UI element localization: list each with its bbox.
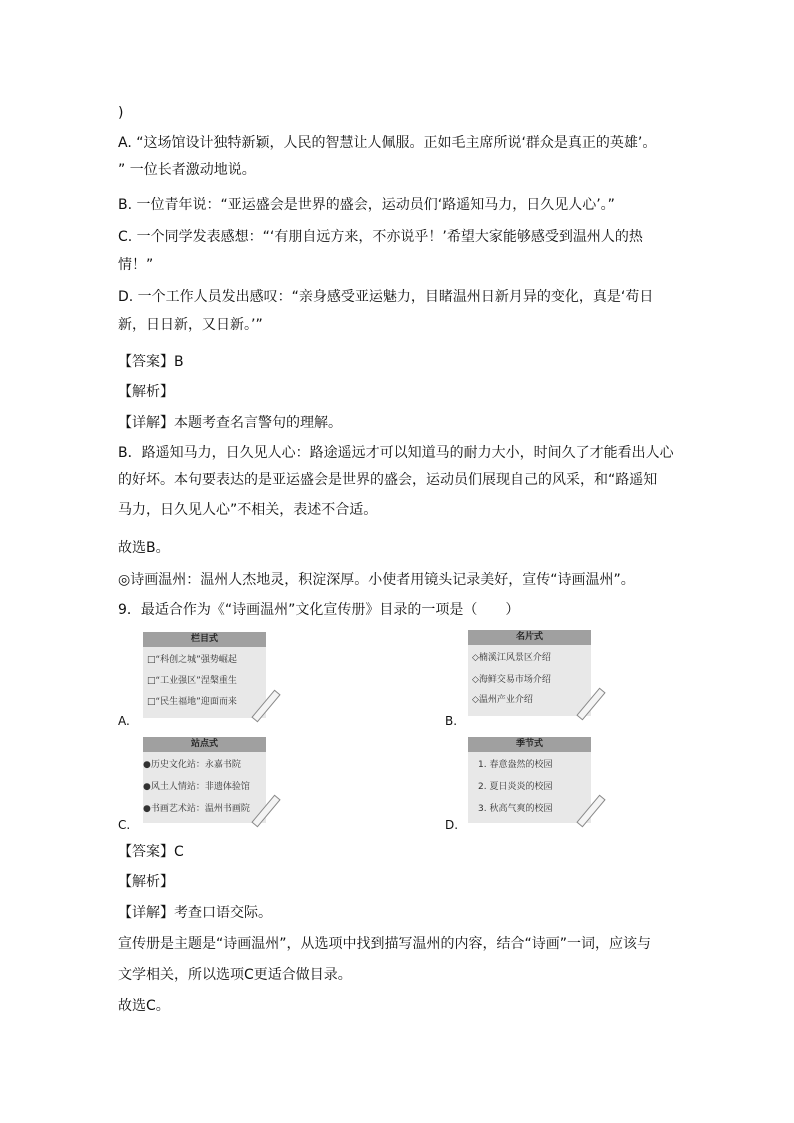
card-item: ●历史文化站：永嘉书院 <box>143 760 241 770</box>
option-label: A. <box>118 714 130 728</box>
card-item: 1. 春意盎然的校园 <box>478 760 553 770</box>
option-c-image <box>143 737 266 823</box>
text-line: 文学相关，所以选项C更适合做目录。 <box>118 967 352 983</box>
text-line: 宣传册是主题是“诗画温州”，从选项中找到描写温州的内容，结合“诗画”一词，应该与 <box>118 936 652 952</box>
conclusion: 故选B。 <box>118 540 170 556</box>
card-title: 站点式 <box>143 737 266 752</box>
card-item: ◇温州产业介绍 <box>472 695 533 705</box>
detail: 【详解】考查口语交际。 <box>118 905 272 921</box>
card-item: □“民生福地”迎面而来 <box>147 697 237 707</box>
text-line: 马力，日久见人心”不相关，表述不合适。 <box>118 502 378 518</box>
text-line: ” 一位长者激动地说。 <box>118 162 256 178</box>
card-title: 名片式 <box>468 630 591 645</box>
option-b-text: B. 一位青年说：“亚运盛会是世界的盛会，运动员们‘路遥知马力，日久见人心’。” <box>118 197 615 213</box>
option-label: B. <box>445 714 458 728</box>
card-item: ◇海鲜交易市场介绍 <box>472 675 551 685</box>
text-line: 新，日日新，又日新。’” <box>118 317 263 333</box>
text-line: 情！” <box>118 257 154 273</box>
card-item: ●书画艺术站：温州书画院 <box>143 804 250 814</box>
card-title: 季节式 <box>468 737 591 752</box>
card-item: ●风土人情站：非遗体验馆 <box>143 782 250 792</box>
answer: 【答案】C <box>118 844 184 860</box>
card-item: □“科创之城”强势崛起 <box>147 655 237 665</box>
card-item: ◇楠溪江风景区介绍 <box>472 653 551 663</box>
text-line: B．路遥知马力，日久见人心：路途遥远才可以知道马的耐力大小，时间久了才能看出人心 <box>118 445 674 461</box>
option-a-text: A. “这场馆设计独特新颖，人民的智慧让人佩服。正如毛主席所说‘群众是真正的英雄’。 <box>118 135 657 151</box>
option-label: C. <box>118 818 131 832</box>
analysis-heading: 【解析】 <box>118 384 174 400</box>
card-item: □“工业强区”涅槃重生 <box>147 676 237 686</box>
question-9: 9．最适合作为《“诗画温州”文化宣传册》目录的一项是（ ） <box>118 602 520 618</box>
option-d-text: D. 一个工作人员发出感叹：“亲身感受亚运魅力，目睹温州日新月异的变化，真是‘苟日 <box>118 289 654 305</box>
analysis-heading: 【解析】 <box>118 874 174 890</box>
section-intro: ◎诗画温州：温州人杰地灵，积淀深厚。小使者用镜头记录美好，宣传“诗画温州”。 <box>118 572 635 588</box>
conclusion: 故选C。 <box>118 998 170 1014</box>
option-d-image <box>468 737 591 823</box>
option-c-text: C. 一个同学发表感想：“‘有朋自远方来，不亦说乎！’希望大家能够感受到温州人的热 <box>118 229 643 245</box>
card-title: 栏目式 <box>143 632 266 647</box>
text-line: 的好坏。本句要表达的是亚运盛会是世界的盛会，运动员们展现自己的风采，和“路遥知 <box>118 472 658 488</box>
option-label: D. <box>445 818 459 832</box>
option-a-image <box>143 632 266 718</box>
option-b-image <box>468 630 591 716</box>
card-item: 2. 夏日炎炎的校园 <box>478 782 553 792</box>
card-item: 3. 秋高气爽的校园 <box>478 804 553 814</box>
text-line: ) <box>118 105 124 121</box>
answer: 【答案】B <box>118 354 184 370</box>
detail: 【详解】本题考查名言警句的理解。 <box>118 415 342 431</box>
